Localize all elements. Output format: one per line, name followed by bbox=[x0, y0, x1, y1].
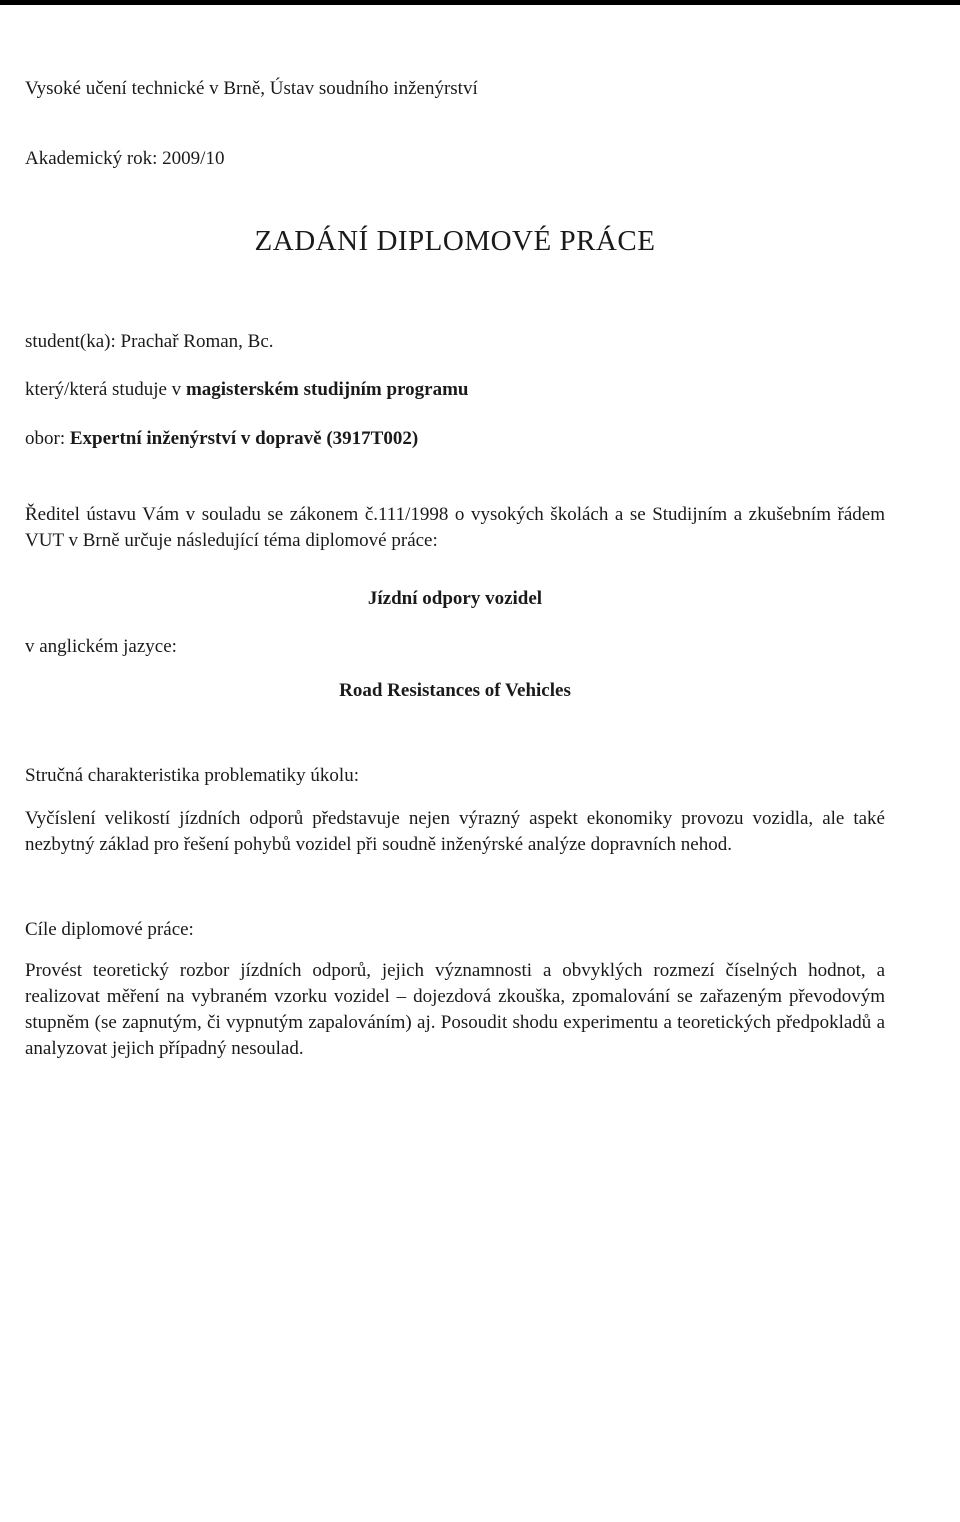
student-line: student(ka): Prachař Roman, Bc. bbox=[25, 331, 274, 352]
goals-heading: Cíle diplomové práce: bbox=[25, 919, 194, 940]
program-prefix: který/která studuje v bbox=[25, 379, 186, 400]
characteristics-heading: Stručná charakteristika problematiky úkolu: bbox=[25, 765, 359, 786]
english-label: v anglickém jazyce: bbox=[25, 636, 177, 657]
institution-line: Vysoké učení technické v Brně, Ústav soudního inženýrství bbox=[25, 78, 478, 99]
field-line bbox=[25, 426, 418, 452]
topic-english: Road Resistances of Vehicles bbox=[339, 680, 571, 701]
field-name: Expertní inženýrství v dopravě (3917T002) bbox=[69, 428, 419, 449]
goals-text: Provést teoretický rozbor jízdních odporů, jejich významnosti a obvyklých rozmezí číselných hodnot, a realizovat měření na vybraném vzorku vozidel – dojezdová zkouška, zpomalování se zařazeným převodovým stupněm (se zapnutým, či vypnutým zapalováním) aj. Posoudit shodu experimentu a teoretických předpokladů a analyzovat jejich případný nesoulad. bbox=[25, 960, 885, 1059]
study-program-line bbox=[25, 377, 468, 403]
program-name: magisterském studijním programu bbox=[185, 379, 469, 400]
characteristics-text: Vyčíslení velikostí jízdních odporů představuje nejen výrazný aspekt ekonomiky provozu vozidla, ale také nezbytný základ pro řešení pohybů vozidel při soudně inženýrské analýze dopravních nehod. bbox=[25, 808, 885, 855]
academic-year: Akademický rok: 2009/10 bbox=[25, 148, 225, 169]
document-title: ZADÁNÍ DIPLOMOVÉ PRÁCE bbox=[254, 225, 656, 257]
top-border bbox=[0, 0, 960, 5]
field-prefix: obor: bbox=[25, 428, 70, 449]
topic-czech: Jízdní odpory vozidel bbox=[367, 588, 543, 609]
intro-paragraph: Ředitel ústavu Vám v souladu se zákonem č.111/1998 o vysokých školách a se Studijním a zkušebním řádem VUT v Brně určuje následující téma diplomové práce: bbox=[25, 504, 885, 551]
